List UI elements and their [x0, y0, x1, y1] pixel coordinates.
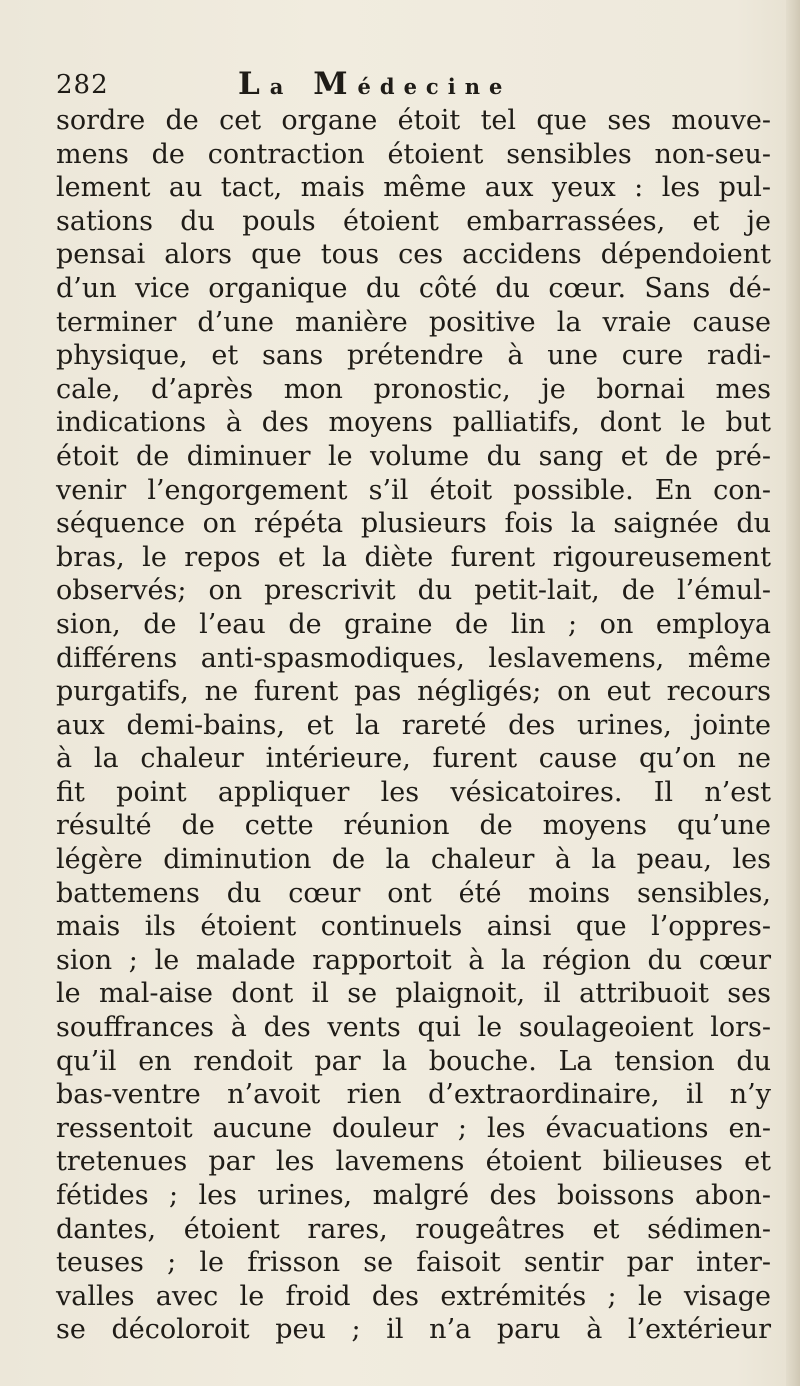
text-line: indications à des moyens palliatifs, dont le but: [56, 407, 771, 439]
text-line: observés; on prescrivit du petit-lait, de l’émul-: [56, 575, 771, 607]
text-line: pensai alors que tous ces accidens dépendoient: [56, 239, 771, 271]
page-edge: [786, 0, 800, 1386]
running-head-initial-l: L: [238, 66, 270, 102]
text-line: qu’il en rendoit par la bouche. La tension du: [56, 1045, 771, 1077]
text-line: terminer d’une manière positive la vraie cause: [56, 306, 771, 338]
running-head-a: a: [269, 74, 293, 99]
text-line: sordre de cet organe étoit tel que ses mouve-: [56, 105, 771, 136]
text-line: physique, et sans prétendre à une cure radi-: [56, 340, 771, 372]
text-line: fit point appliquer les vésicatoires. Il n’est: [56, 776, 771, 808]
running-head-initial-m: M: [313, 66, 358, 102]
text-line: dantes, étoient rares, rougeâtres et sédimen-: [56, 1213, 771, 1245]
text-line: aux demi-bains, et la rareté des urines, jointe: [56, 709, 771, 741]
running-head-rest: édecine: [357, 74, 512, 99]
text-line: sion ; le malade rapportoit à la région du cœur: [56, 944, 771, 976]
text-line: sion, de l’eau de graine de lin ; on employa: [56, 608, 771, 640]
text-line: légère diminution de la chaleur à la peau, les: [56, 844, 771, 876]
running-head: [238, 66, 511, 102]
text-line: purgatifs, ne furent pas négligés; on eut recours: [56, 676, 771, 708]
text-line: résulté de cette réunion de moyens qu’une: [56, 810, 771, 842]
text-line: bras, le repos et la diète furent rigoureusement: [56, 541, 771, 573]
page-number: 282: [56, 70, 109, 100]
text-line: fétides ; les urines, malgré des boissons abon-: [56, 1180, 771, 1211]
text-line: bas-ventre n’avoit rien d’extraordinaire, il n’y: [56, 1079, 771, 1111]
text-line: cale, d’après mon pronostic, je bornai mes: [56, 373, 771, 405]
text-line: battemens du cœur ont été moins sensibles,: [56, 877, 771, 909]
text-line: le mal-aise dont il se plaignoit, il attribuoit ses: [56, 978, 771, 1010]
text-line: venir l’engorgement s’il étoit possible. En con-: [56, 474, 771, 506]
text-line: différens anti-spasmodiques, leslavemens, même: [56, 642, 771, 674]
text-line: se décoloroit peu ; il n’a paru à l’extérieur: [56, 1314, 771, 1346]
body-text: [56, 104, 776, 1347]
page-header: [56, 66, 756, 106]
text-line: souffrances à des vents qui le soulageoient lors-: [56, 1012, 771, 1044]
text-line: d’un vice organique du côté du cœur. Sans dé-: [56, 272, 771, 304]
text-line: mais ils étoient continuels ainsi que l’oppres-: [56, 911, 771, 943]
text-line: à la chaleur intérieure, furent cause qu’on ne: [56, 743, 771, 775]
text-line: sations du pouls étoient embarrassées, et je: [56, 205, 771, 237]
text-line: étoit de diminuer le volume du sang et de pré-: [56, 440, 771, 472]
text-line: mens de contraction étoient sensibles non-seu-: [56, 138, 771, 170]
text-line: tretenues par les lavemens étoient bilieuses et: [56, 1146, 771, 1178]
text-line: valles avec le froid des extrémités ; le visage: [56, 1280, 771, 1312]
text-line: séquence on répéta plusieurs fois la saignée du: [56, 508, 771, 540]
text-line: lement au tact, mais même aux yeux : les pul-: [56, 172, 771, 204]
text-line: ressentoit aucune douleur ; les évacuations en-: [56, 1112, 771, 1144]
text-line: teuses ; le frisson se faisoit sentir par inter-: [56, 1247, 771, 1279]
